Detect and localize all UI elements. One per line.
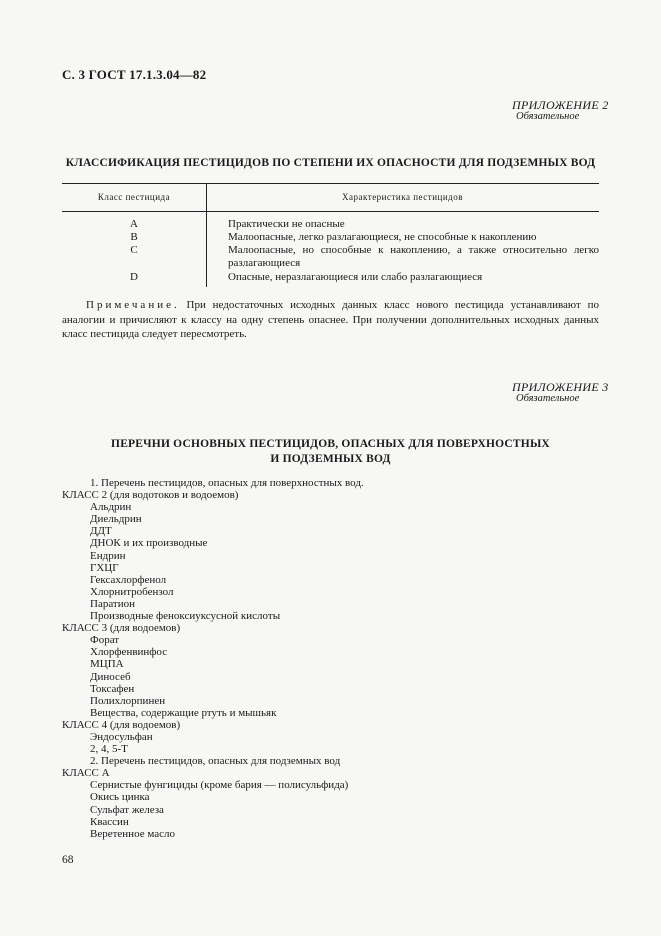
list-item: ГХЦГ <box>90 561 119 574</box>
appendix-3-title: ПРИЛОЖЕНИЕ 3 <box>512 380 609 394</box>
table-row-description: Опасные, неразлагающиеся или слабо разлагающиеся <box>228 271 483 283</box>
table-row-class: A <box>130 218 138 230</box>
list-item: Паратион <box>90 597 136 610</box>
list-item: Форат <box>90 634 120 647</box>
list-item: Сульфат железа <box>90 803 164 816</box>
table-top-rule <box>62 183 599 184</box>
list-section-heading: 1. Перечень пестицидов, опасных для поверхностных вод. <box>90 477 364 489</box>
list-class-heading: КЛАСС 4 (для водоемов) <box>62 718 181 731</box>
list-item: ДДТ <box>90 525 112 538</box>
list-class-heading: КЛАСС А <box>62 767 110 780</box>
list-item: 2, 4, 5-T <box>90 743 128 756</box>
appendix-2-title: ПРИЛОЖЕНИЕ 2 <box>512 98 609 112</box>
note-text: При недостаточных исходных данных класс нового пестицида устанавливают по аналогии и причисляют к классу на одну степень опаснее. При получении дополнительных исходных данных класс пестицида следует пересмотреть. <box>62 299 599 340</box>
table-row-description-continued: разлагающиеся <box>228 257 301 269</box>
list-item: ДНОК и их производные <box>90 537 208 550</box>
table-row-description: Малоопасные, но способные к накоплению, а также относительно легко <box>228 244 599 256</box>
appendix-3-heading-line2: И ПОДЗЕМНЫХ ВОД <box>270 453 391 465</box>
list-class-heading: КЛАСС 3 (для водоемов) <box>62 622 181 635</box>
list-item: МЦПА <box>90 658 124 671</box>
table-header-rule <box>62 211 599 212</box>
appendix-3-status: Обязательное <box>516 393 580 404</box>
table-row-class: C <box>130 244 138 256</box>
page-number: 68 <box>62 854 74 866</box>
list-item: Веретенное масло <box>90 827 175 840</box>
appendix-2-status: Обязательное <box>516 111 580 122</box>
table-row-class: B <box>130 231 138 243</box>
list-item: Альдрин <box>90 501 132 514</box>
list-class-heading: КЛАСС 2 (для водотоков и водоемов) <box>62 489 239 502</box>
table-header-description: Характеристика пестицидов <box>342 192 463 202</box>
table-note <box>62 298 599 342</box>
list-item: Ендрин <box>90 549 126 562</box>
table-header-divider <box>206 183 207 212</box>
list-item: Вещества, содержащие ртуть и мышьяк <box>90 706 277 719</box>
list-item: Диносеб <box>90 670 131 683</box>
table-row-description: Малоопасные, легко разлагающиеся, не способные к накоплению <box>228 231 537 243</box>
list-item: Гексахлорфенол <box>90 573 167 586</box>
list-item: Хлорнитробензол <box>90 585 174 598</box>
table-header-class: Класс пестицида <box>97 192 171 202</box>
list-item: Квассин <box>90 815 129 828</box>
table-row-description: Практически не опасные <box>228 218 345 230</box>
list-item: Эндосульфан <box>90 730 153 743</box>
appendix-2-heading: КЛАССИФИКАЦИЯ ПЕСТИЦИДОВ ПО СТЕПЕНИ ИХ ОПАСНОСТИ ДЛЯ ПОДЗЕМНЫХ ВОД <box>65 157 596 169</box>
list-section-heading: 2. Перечень пестицидов, опасных для подземных вод <box>90 755 341 768</box>
list-item: Диельдрин <box>90 513 142 526</box>
appendix-3-heading-line1: ПЕРЕЧНИ ОСНОВНЫХ ПЕСТИЦИДОВ, ОПАСНЫХ ДЛЯ ПОВЕРХНОСТНЫХ <box>111 438 550 450</box>
list-item: Окись цинка <box>90 791 150 804</box>
table-body-divider <box>206 211 207 287</box>
list-item: Полихлорпинен <box>90 694 166 707</box>
list-item: Хлорфенвинфос <box>90 646 168 659</box>
list-item: Сернистые фунгициды (кроме бария — полисульфида) <box>90 779 349 792</box>
table-row-class: D <box>130 271 138 283</box>
note-label: Примечание. <box>86 299 180 311</box>
list-item: Производные феноксиуксусной кислоты <box>90 610 281 623</box>
document-code: С. 3 ГОСТ 17.1.3.04—82 <box>62 67 207 82</box>
pesticide-list <box>62 477 602 840</box>
list-item: Токсафен <box>90 682 135 695</box>
